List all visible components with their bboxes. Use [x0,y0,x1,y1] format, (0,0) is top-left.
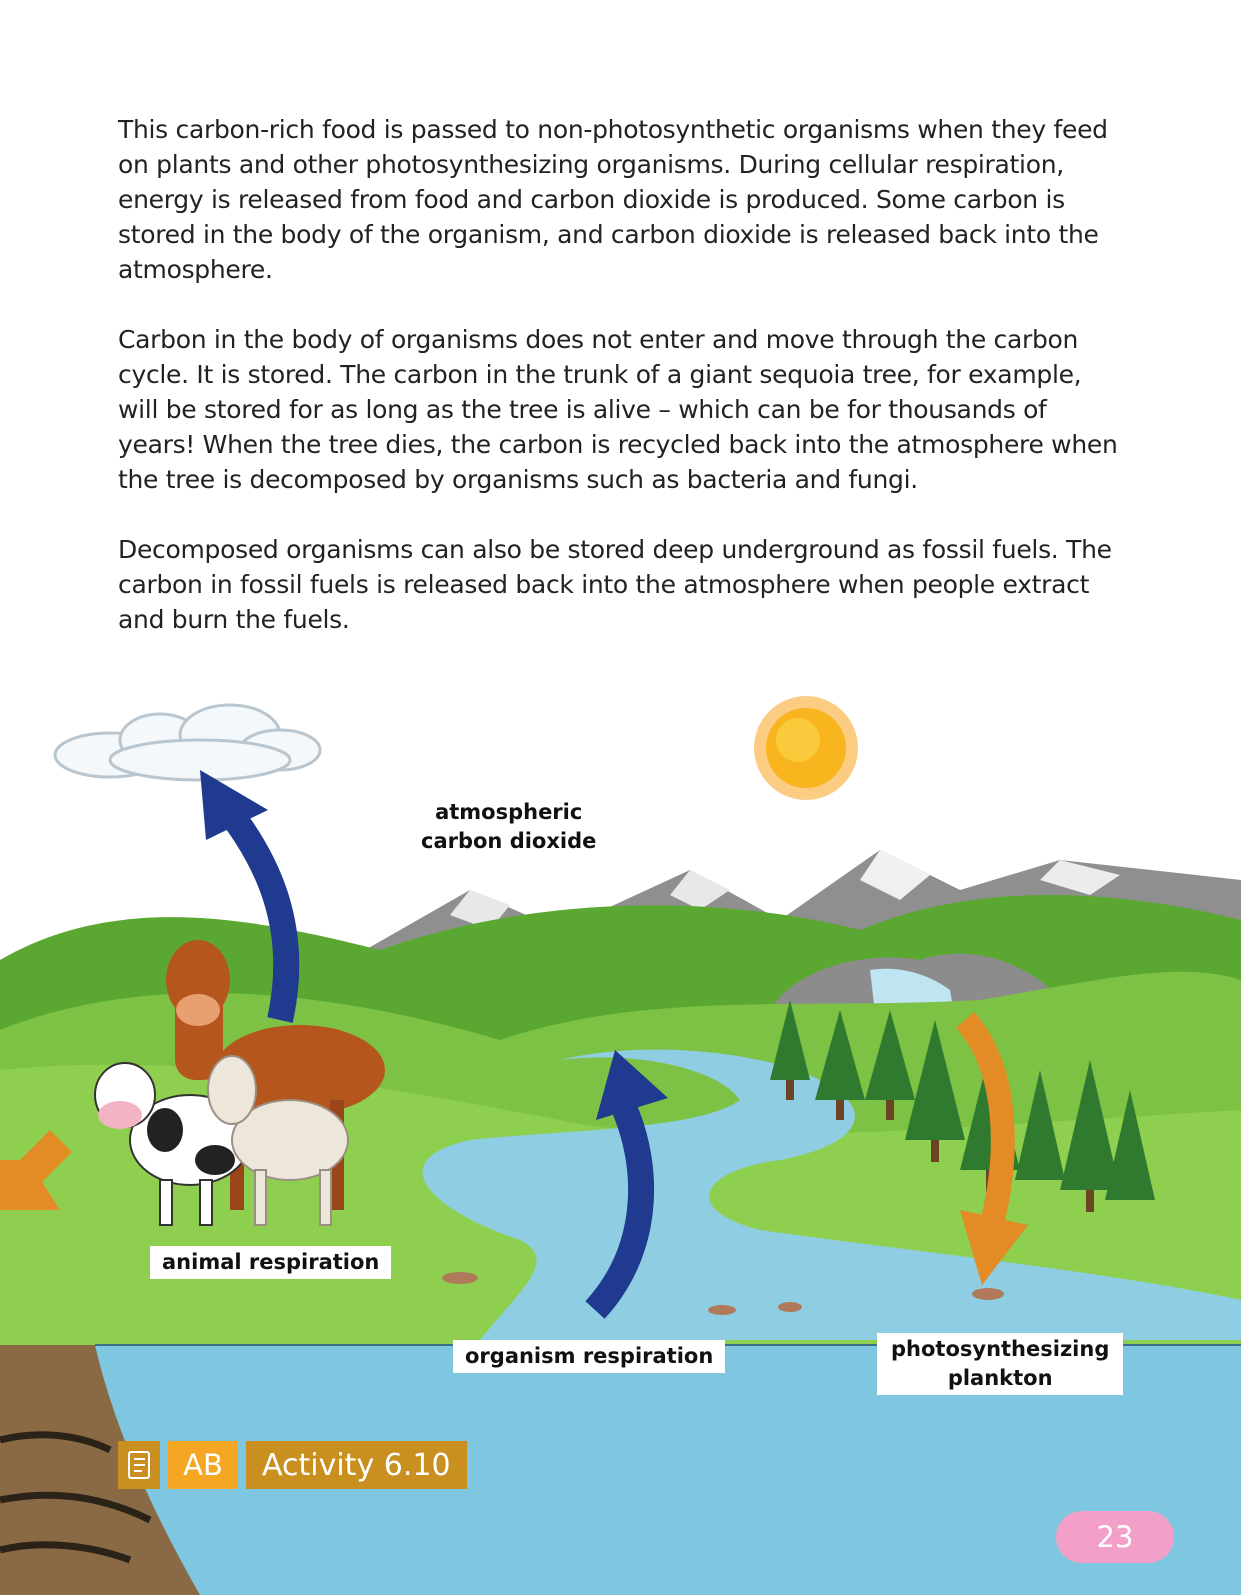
body-text [118,112,1118,672]
label-animal-respiration: animal respiration [150,1246,391,1279]
badge-ab: AB [168,1441,238,1489]
label-atmospheric-carbon-dioxide: atmospheric carbon dioxide [421,800,597,853]
cloud [55,705,320,780]
sun [754,696,858,800]
activity-badge-row[interactable] [118,1441,467,1489]
paragraph: This carbon-rich food is passed to non-photosynthetic organisms when they feed on plants and other photosynthesizing organisms. During cellular respiration, energy is released from food and carbon dioxide is produced. Some carbon is stored in the body of the organism, and carbon dioxide is released back into the atmosphere. [118,115,1108,284]
paragraph: Carbon in the body of organisms does not enter and move through the carbon cycle. It is stored. The carbon in the trunk of a giant sequoia tree, for example, will be stored for as long as the tree is alive – which can be for thousands of years! When the tree dies, the carbon is recycled back into the atmosphere when the tree is decomposed by organisms such as bacteria and fungi. [118,325,1118,494]
activity-label[interactable]: Activity 6.10 [246,1441,467,1489]
paragraph: Decomposed organisms can also be stored deep underground as fossil fuels. The carbon in fossil fuels is released back into the atmosphere when people extract and burn the fuels. [118,535,1112,634]
label-photosynthesizing-plankton: photosynthesizing plankton [877,1333,1123,1395]
page-number: 23 [1056,1511,1174,1563]
label-organism-respiration: organism respiration [453,1340,725,1373]
notebook-icon [118,1441,160,1489]
